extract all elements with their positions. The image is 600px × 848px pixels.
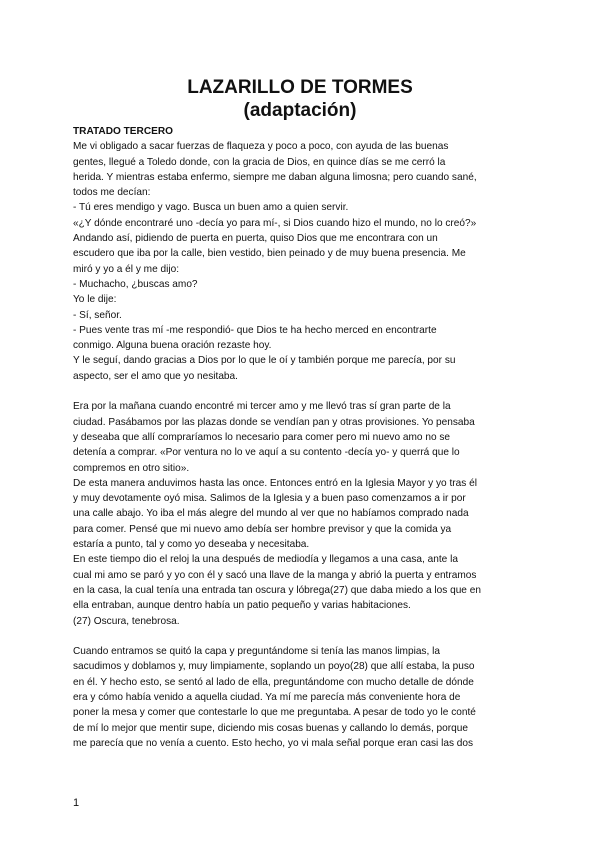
text-line: y muy devotamente oyó misa. Salimos de la Iglesia y a buen paso comenzamos a ir por [73,493,466,505]
text-line: estaría a punto, tal y como yo deseaba y necesitaba. [73,539,310,551]
text-line: Yo le dije: [73,294,117,306]
text-line: ella entraban, aunque dentro había un patio pequeño y varias habitaciones. [73,600,411,612]
text-line: Cuando entramos se quitó la capa y preguntándome si tenía las manos limpias, la [73,646,440,658]
text-line: herida. Y mientras estaba enfermo, siempre me daban alguna limosna; pero cuando sané, [73,171,477,183]
text-line: - Muchacho, ¿buscas amo? [73,278,198,290]
document-title [0,76,600,122]
text-line: era y cómo había venido a aquella ciudad. Ya mí me parecía más conveniente hora de [73,691,461,703]
text-line: y deseaba que allí compraríamos lo necesario para comer pero mi nuevo amo no se [73,431,451,443]
text-line: de mí lo mejor que mentir supe, diciendo mis cosas buenas y callando lo demás, porque [73,722,468,734]
text-line: - Pues vente tras mí -me respondió- que Dios te ha hecho merced en encontrarte [73,324,437,336]
text-line: cual mi amo se paró y yo con él y sacó una llave de la manga y abrió la puerta y entramos [73,569,477,581]
text-line: «¿Y dónde encontraré uno -decía yo para mí-, si Dios cuando hizo el mundo, no lo creó?» [73,217,477,229]
text-line: gentes, llegué a Toledo donde, con la gracia de Dios, en quince días se me cerró la [73,156,446,168]
text-line: detenía a comprar. «Por ventura no lo ve aquí a su contento -decía yo- y querrá que lo [73,447,460,459]
text-line: sacudimos y doblamos y, muy limpiamente, soplando un poyo(28) que allí estaba, la puso [73,661,475,673]
text-line: poner la mesa y comer que contestarle lo que me preguntaba. A pesar de todo yo le conté [73,707,476,719]
text-line: ciudad. Pasábamos por las plazas donde se vendían pan y otras provisiones. Yo pensaba [73,416,475,428]
text-line: escudero que iba por la calle, bien vestido, bien peinado y de muy buena presencia. Me [73,248,466,260]
text-line: en él. Y hecho esto, se sentó al lado de ella, preguntándome con mucho detalle de dónde [73,676,474,688]
text-line: todos me decían: [73,187,151,199]
text-line: para comer. Pensé que mi nuevo amo debía ser hombre previsor y que la comida ya [73,523,452,535]
text-line: conmigo. Alguna buena oración rezaste hoy. [73,340,272,352]
text-line: compremos en otro sitio». [73,462,190,474]
text-line: - Tú eres mendigo y vago. Busca un buen amo a quien servir. [73,202,349,214]
text-line: De esta manera anduvimos hasta las once. Entonces entró en la Iglesia Mayor y yo tras él [73,477,477,489]
title-line-1: LAZARILLO DE TORMES [187,77,413,98]
paragraph-break [73,384,531,399]
text-line: una calle abajo. Yo iba el más alegre del mundo al ver que no habíamos comprado nada [73,508,469,520]
text-line: Andando así, pidiendo de puerta en puerta, quiso Dios que me encontrara con un [73,233,438,245]
paragraph-break [73,629,531,644]
section-heading: TRATADO TERCERO [73,126,173,137]
text-line: aspecto, ser el amo que yo nesitaba. [73,370,238,382]
title-line-2: (adaptación) [243,100,357,121]
text-line: Me vi obligado a sacar fuerzas de flaqueza y poco a poco, con ayuda de las buenas [73,141,449,153]
text-line: me parecía que no venía a cuento. Esto hecho, yo vi mala señal porque eran casi las dos [73,737,474,749]
text-line: miró y yo a él y me dijo: [73,263,180,275]
text-line: (27) Oscura, tenebrosa. [73,615,180,627]
document-body [73,124,531,751]
text-line: en la casa, la cual tenía una entrada tan oscura y lóbrega(27) que daba miedo a los que en [73,584,481,596]
page-number: 1 [73,797,80,809]
text-line: Y le seguí, dando gracias a Dios por lo que le oí y también porque me parecía, por su [73,355,456,367]
text-line: En este tiempo dio el reloj la una después de mediodía y llegamos a una casa, ante la [73,554,458,566]
text-line: Era por la mañana cuando encontré mi tercer amo y me llevó tras sí gran parte de la [73,401,451,413]
text-line: - Sí, señor. [73,309,122,321]
